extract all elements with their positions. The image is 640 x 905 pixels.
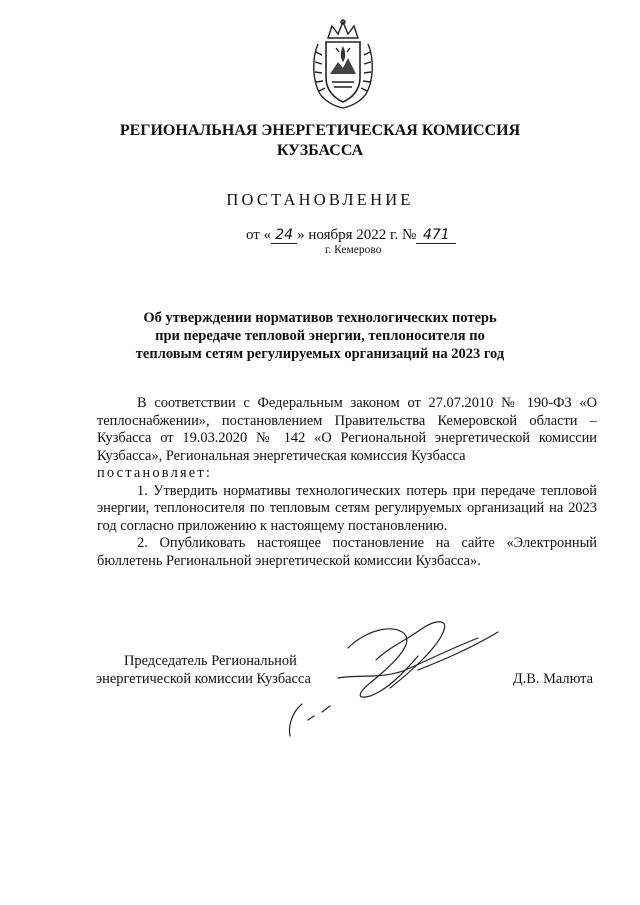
decides-word: постановляет:: [97, 465, 213, 481]
preamble-paragraph: В соответствии с Федеральным законом от 27.07.2010 № 190-ФЗ «О теплоснабжении», постановлением Правительства Кемеровской области – Кузбасса от 19.03.2020 № 142 «О Региональной энергетической комиссии Кузбасса», Региональная энергетическая комиссия Кузбасса: [97, 395, 597, 464]
coat-of-arms-icon: [310, 18, 376, 112]
date-middle: » ноября 2022 г. №: [297, 227, 417, 243]
signer-position-line-1: Председатель Региональной: [124, 653, 297, 669]
document-number: 471: [416, 227, 456, 244]
organization-name-line-1: РЕГИОНАЛЬНАЯ ЭНЕРГЕТИЧЕСКАЯ КОМИССИЯ: [119, 122, 521, 139]
item-2-paragraph: 2. Опубликовать настоящее постановление на сайте «Электронный бюллетень Региональной энергетической комиссии Кузбасса».: [97, 535, 597, 569]
document-subject: [120, 309, 520, 363]
document-city: г. Кемерово: [325, 244, 382, 256]
document-body: [97, 395, 597, 570]
subject-line-2: при передаче тепловой энергии, теплоносителя по: [155, 328, 485, 344]
signer-position-line-2: энергетической комиссии Кузбасса: [96, 671, 311, 687]
document-day: 24: [271, 227, 297, 244]
document-date-line: [246, 227, 456, 244]
organization-name-line-2: КУЗБАССА: [276, 142, 364, 159]
document-type: ПОСТАНОВЛЕНИЕ: [226, 190, 414, 209]
signer-name: Д.В. Малюта: [512, 671, 593, 687]
subject-line-1: Об утверждении нормативов технологических потерь: [143, 310, 497, 326]
date-prefix: от «: [246, 227, 272, 243]
item-1-paragraph: 1. Утвердить нормативы технологических потерь при передаче тепловой энергии, теплоносителя по тепловым сетям регулируемых организаций на 2023 год согласно приложению к настоящему постановлению.: [97, 482, 597, 534]
handwritten-signature-icon: [278, 608, 508, 748]
subject-line-3: тепловым сетям регулируемых организаций на 2023 год: [135, 346, 505, 362]
organization-name: [100, 121, 540, 161]
